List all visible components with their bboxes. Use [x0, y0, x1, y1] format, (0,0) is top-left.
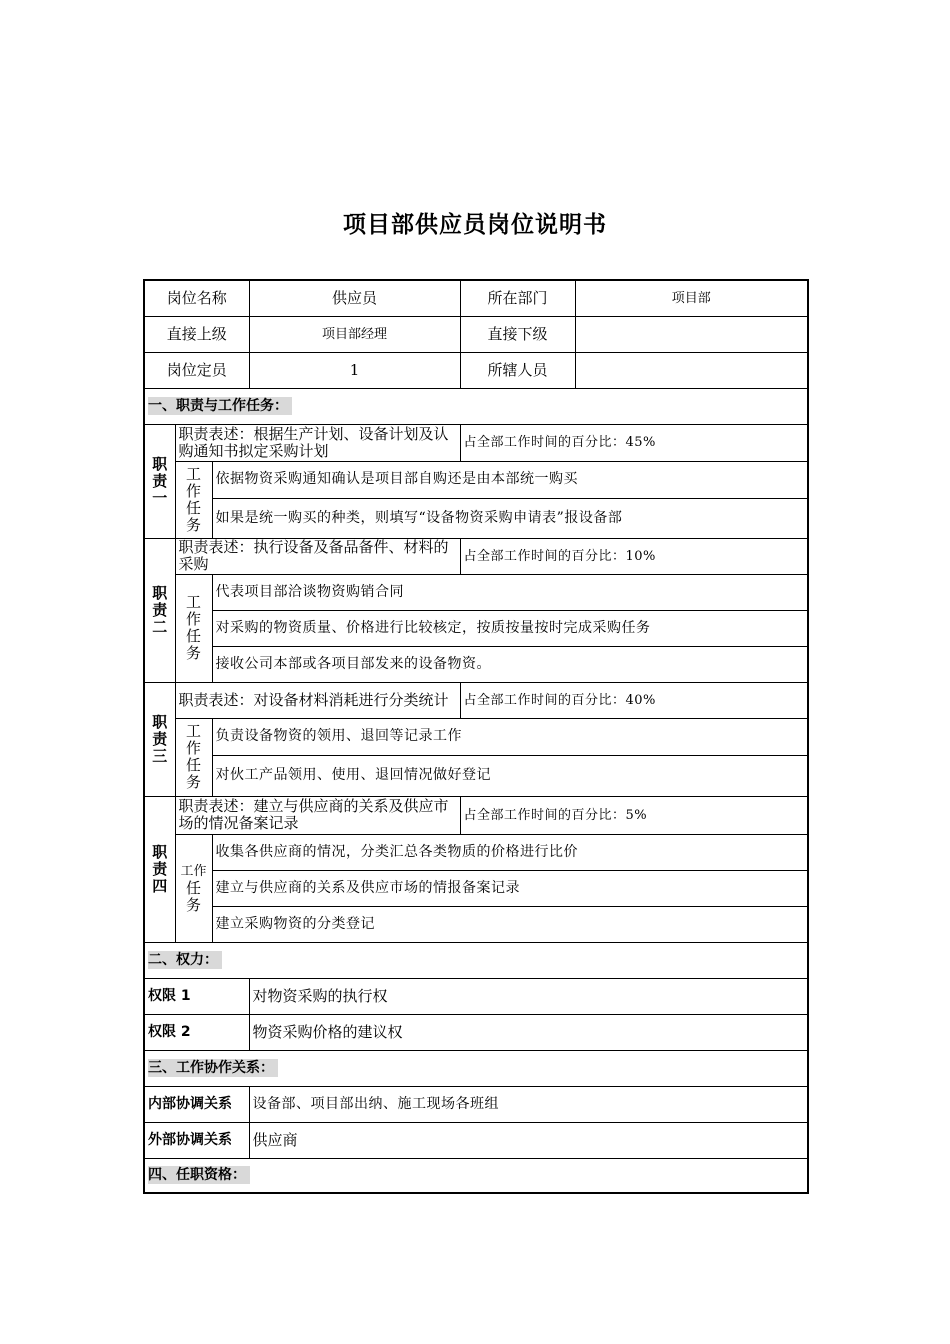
- duty-3-statement: 职责表述：对设备材料消耗进行分类统计: [175, 682, 460, 718]
- basic-row-1: [144, 280, 808, 316]
- basic-row-2: [144, 316, 808, 352]
- job-description-table: [143, 279, 809, 1194]
- subordinate-label: 直接下级: [460, 316, 575, 352]
- section-3-header: 三、工作协作关系：: [144, 1050, 808, 1086]
- relation-row-1: [144, 1086, 808, 1122]
- duty-2-label: 职 责 二: [144, 538, 175, 682]
- authority-row-2: [144, 1014, 808, 1050]
- duty-2-task-1: 代表项目部洽谈物资购销合同: [212, 574, 808, 610]
- basic-row-3: [144, 352, 808, 388]
- duty-2-statement-row: [144, 538, 808, 574]
- quota-value: 1: [249, 352, 460, 388]
- duty-4-task-row-1: [144, 834, 808, 870]
- authority-row-1: [144, 978, 808, 1014]
- section-1-header: 一、职责与工作任务：: [144, 388, 808, 424]
- page-title: 项目部供应员岗位说明书: [343, 212, 607, 238]
- section-1-header-row: [144, 388, 808, 424]
- duty-4-statement: 职责表述：建立与供应商的关系及供应市场的情况备案记录: [175, 796, 460, 834]
- duty-4-percent: 占全部工作时间的百分比：5%: [460, 796, 808, 834]
- section-3-header-row: [144, 1050, 808, 1086]
- dept-value: 项目部: [575, 280, 808, 316]
- section-4-header: 四、任职资格：: [144, 1158, 808, 1193]
- position-value: 供应员: [249, 280, 460, 316]
- duty-3-task-2: 对伙工产品领用、使用、退回情况做好登记: [212, 755, 808, 796]
- authority-1-label: 权限 1: [144, 978, 249, 1014]
- duty-2-task-row-1: [144, 574, 808, 610]
- duty-3-task-label: 工 作 任 务: [175, 718, 212, 796]
- duty-2-task-row-3: [144, 646, 808, 682]
- duty-4-task-1: 收集各供应商的情况，分类汇总各类物质的价格进行比价: [212, 834, 808, 870]
- relation-row-2: [144, 1122, 808, 1158]
- duty-2-task-label: 工 作 任 务: [175, 574, 212, 682]
- duty-4-label: 职 责 四: [144, 796, 175, 942]
- duty-1-task-row-1: [144, 461, 808, 498]
- duty-4-task-label: 工作 任 务: [175, 834, 212, 942]
- duty-3-percent: 占全部工作时间的百分比：40%: [460, 682, 808, 718]
- duty-4-statement-row: [144, 796, 808, 834]
- duty-4-task-3: 建立采购物资的分类登记: [212, 906, 808, 942]
- authority-1-value: 对物资采购的执行权: [249, 978, 808, 1014]
- dept-label: 所在部门: [460, 280, 575, 316]
- subordinate-value: [575, 316, 808, 352]
- external-relation-label: 外部协调关系: [144, 1122, 249, 1158]
- duty-2-statement: 职责表述：执行设备及备品备件、材料的采购: [175, 538, 460, 574]
- authority-2-value: 物资采购价格的建议权: [249, 1014, 808, 1050]
- duty-2-task-3: 接收公司本部或各项目部发来的设备物资。: [212, 646, 808, 682]
- quota-label: 岗位定员: [144, 352, 249, 388]
- duty-4-task-row-3: [144, 906, 808, 942]
- external-relation-value: 供应商: [249, 1122, 808, 1158]
- duty-3-task-1: 负责设备物资的领用、退回等记录工作: [212, 718, 808, 755]
- authority-2-label: 权限 2: [144, 1014, 249, 1050]
- duty-1-task-label: 工 作 任 务: [175, 461, 212, 538]
- duty-3-task-row-1: [144, 718, 808, 755]
- duty-4-task-row-2: [144, 870, 808, 906]
- duty-1-task-2: 如果是统一购买的种类，则填写“设备物资采购申请表”报设备部: [212, 498, 808, 538]
- duty-3-statement-row: [144, 682, 808, 718]
- duty-1-task-row-2: [144, 498, 808, 538]
- section-2-header-row: [144, 942, 808, 978]
- duty-2-percent: 占全部工作时间的百分比：10%: [460, 538, 808, 574]
- duty-1-task-1: 依据物资采购通知确认是项目部自购还是由本部统一购买: [212, 461, 808, 498]
- staff-value: [575, 352, 808, 388]
- duty-1-label: 职 责 一: [144, 424, 175, 538]
- duty-2-task-2: 对采购的物资质量、价格进行比较核定，按质按量按时完成采购任务: [212, 610, 808, 646]
- superior-value: 项目部经理: [249, 316, 460, 352]
- duty-3-label: 职 责 三: [144, 682, 175, 796]
- staff-label: 所辖人员: [460, 352, 575, 388]
- internal-relation-label: 内部协调关系: [144, 1086, 249, 1122]
- internal-relation-value: 设备部、项目部出纳、施工现场各班组: [249, 1086, 808, 1122]
- duty-1-statement: 职责表述：根据生产计划、设备计划及认购通知书拟定采购计划: [175, 424, 460, 461]
- position-label: 岗位名称: [144, 280, 249, 316]
- superior-label: 直接上级: [144, 316, 249, 352]
- duty-4-task-2: 建立与供应商的关系及供应市场的情报备案记录: [212, 870, 808, 906]
- duty-1-percent: 占全部工作时间的百分比：45%: [460, 424, 808, 461]
- duty-1-statement-row: [144, 424, 808, 461]
- duty-3-task-row-2: [144, 755, 808, 796]
- duty-2-task-row-2: [144, 610, 808, 646]
- section-2-header: 二、权力：: [144, 942, 808, 978]
- section-4-header-row: [144, 1158, 808, 1193]
